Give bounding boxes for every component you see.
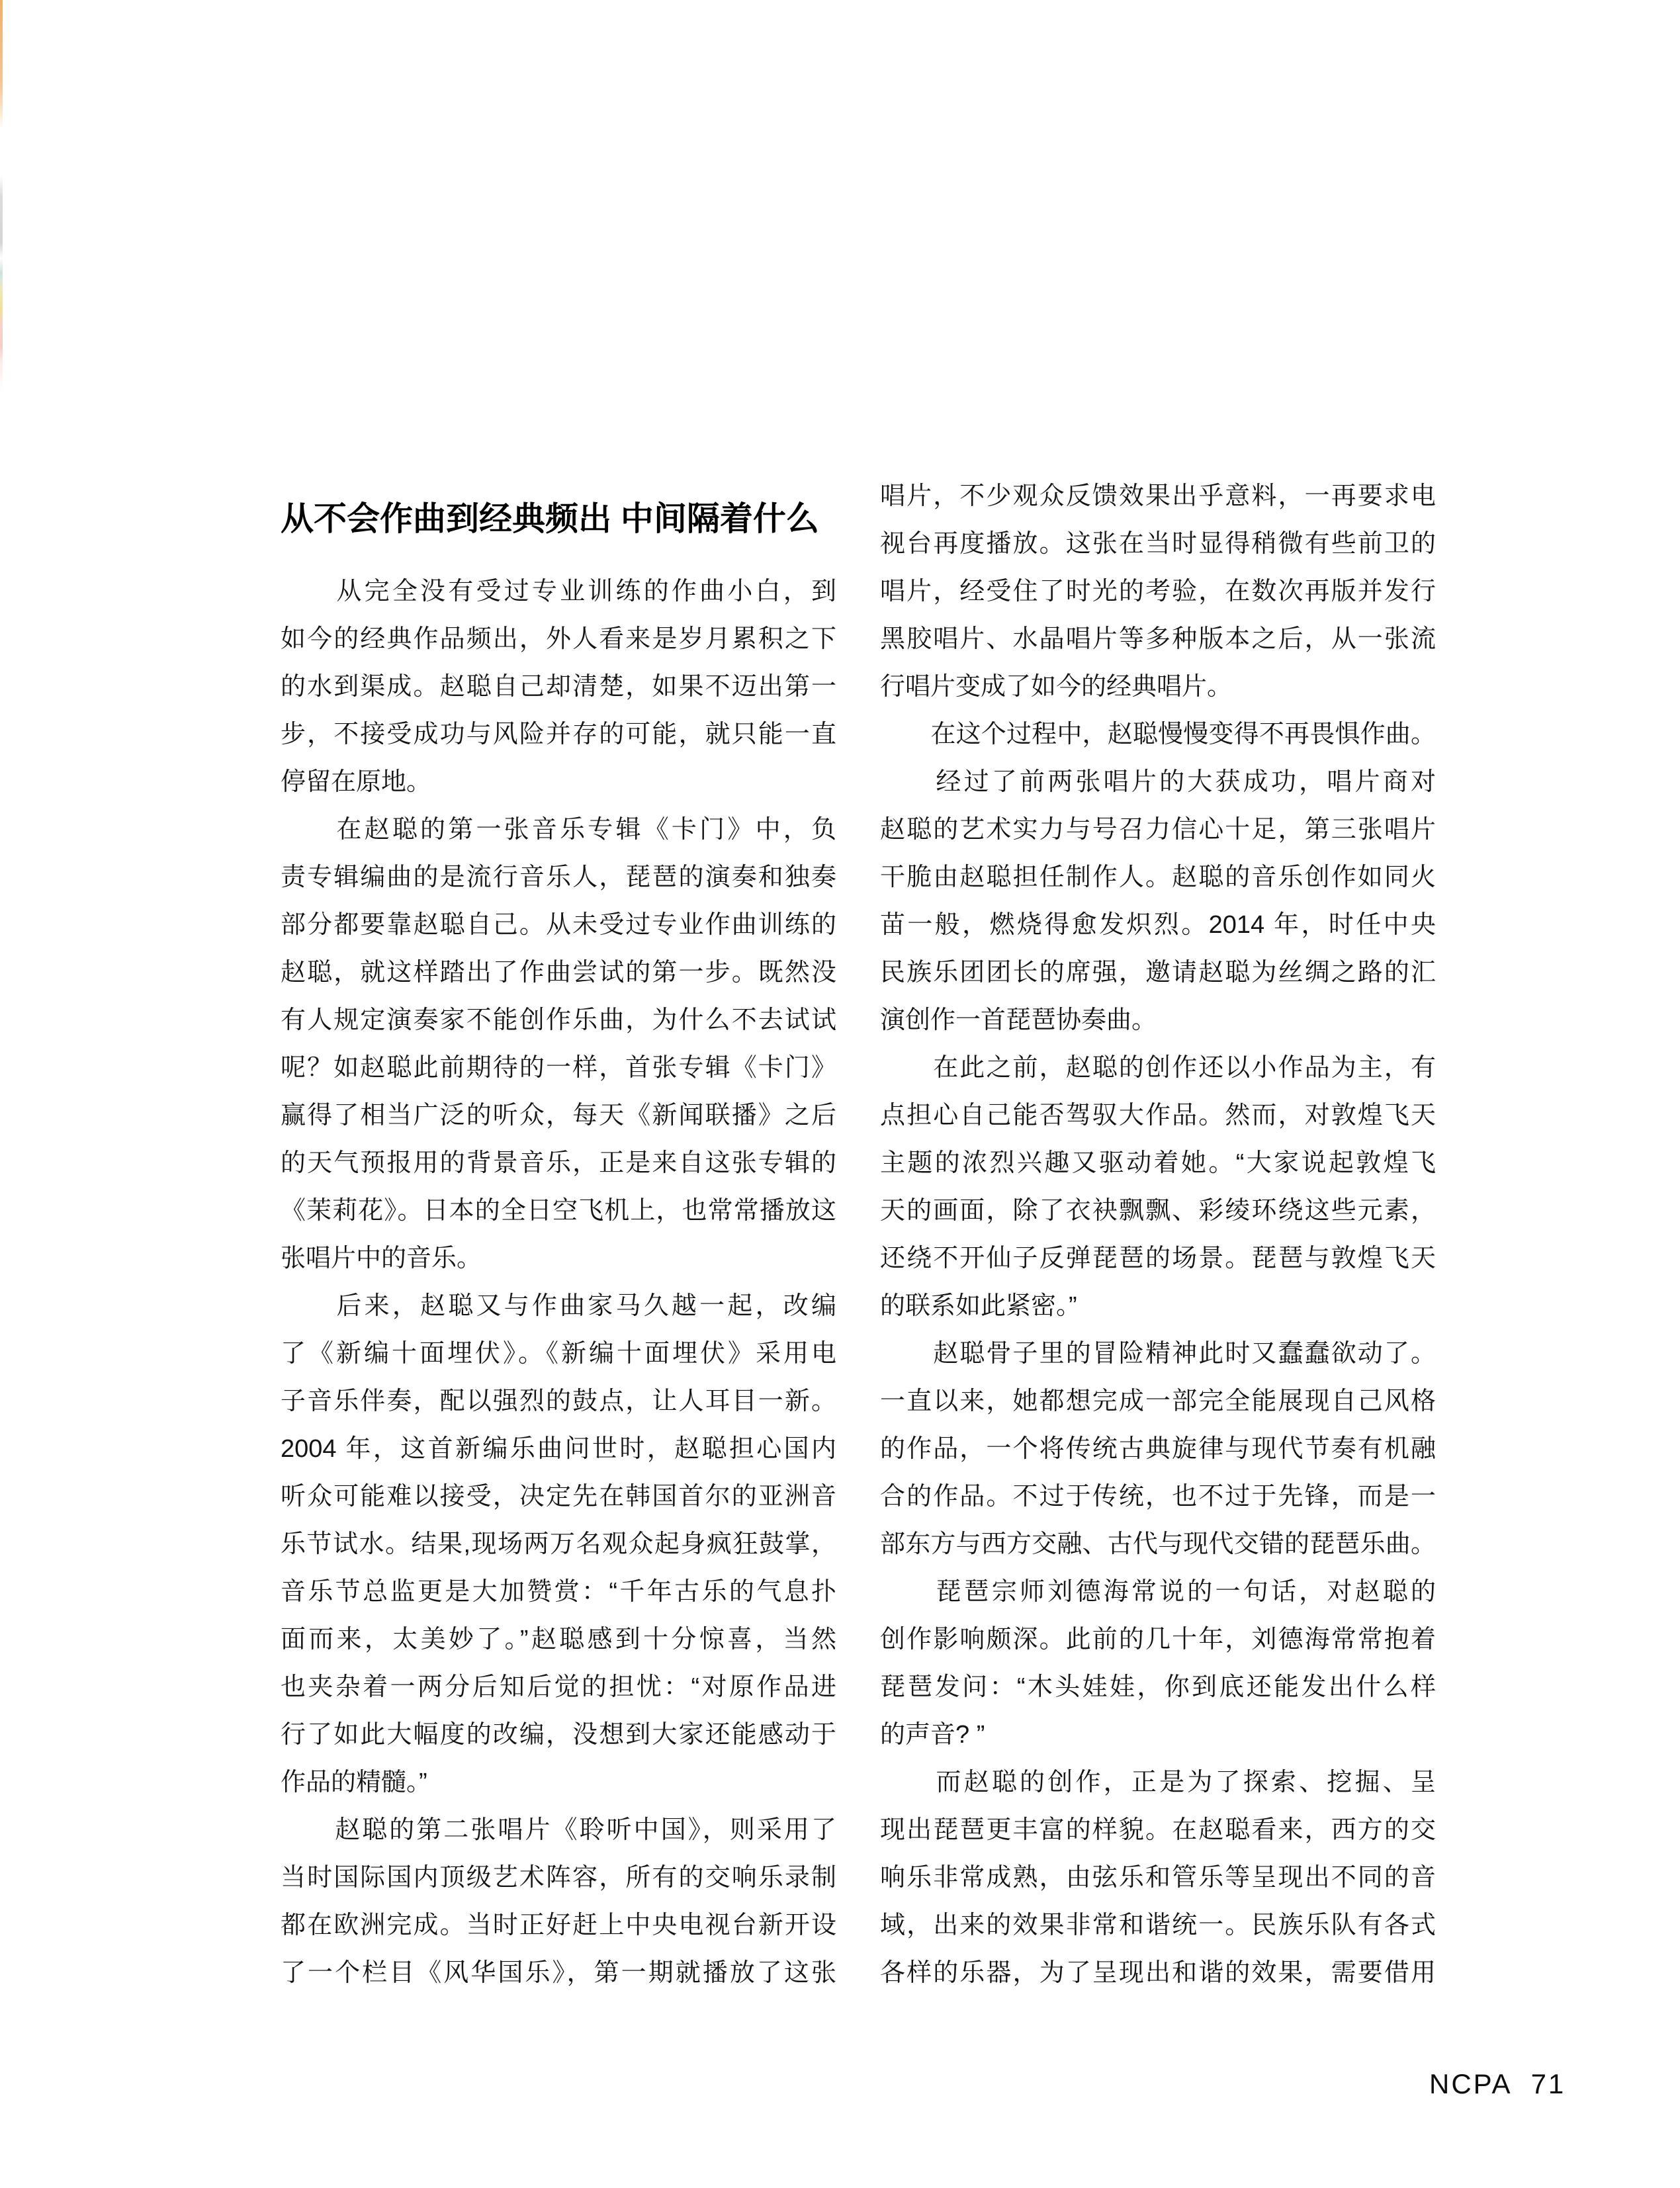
text-line: 民族乐团团长的席强，邀请赵聪为丝绸之路的汇: [880, 959, 1436, 986]
text-line: 呢？如赵聪此前期待的一样，首张专辑《卡门》: [281, 1054, 836, 1082]
text-line: 赵聪的艺术实力与号召力信心十足，第三张唱片: [880, 816, 1436, 844]
text-line: 张唱片中的音乐。: [281, 1245, 482, 1272]
text-line: 琵琶发问：“木头娃娃，你到底还能发出什么样: [880, 1673, 1436, 1701]
text-line: 还绕不开仙子反弹琵琶的场景。琵琶与敦煌飞天: [880, 1245, 1436, 1272]
text-line: 点担心自己能否驾驭大作品。然而，对敦煌飞天: [880, 1102, 1436, 1129]
text-line: 子音乐伴奏，配以强烈的鼓点，让人耳目一新。: [281, 1387, 836, 1415]
text-line: 部东方与西方交融、古代与现代交错的琵琶乐曲。: [880, 1530, 1436, 1558]
text-line: 唱片，经受住了时光的考验，在数次再版并发行: [880, 578, 1436, 605]
text-column-left: [281, 568, 836, 1997]
text-line: 也夹杂着一两分后知后觉的担忧：“对原作品进: [281, 1673, 836, 1701]
text-column-right: [880, 472, 1436, 1997]
footer-brand: NCPA: [1429, 2068, 1513, 2099]
section-heading: 从不会作曲到经典频出 中间隔着什么: [281, 500, 819, 537]
text-line: 如今的经典作品频出，外人看来是岁月累积之下: [281, 625, 836, 653]
text-line: 乐节试水。结果,现场两万名观众起身疯狂鼓掌，: [281, 1530, 836, 1558]
text-line: 一直以来，她都想完成一部完全能展现自己风格: [880, 1387, 1436, 1415]
page-edge-stripe: [0, 0, 3, 1032]
page-footer: [1429, 2068, 1566, 2100]
text-line: 听众可能难以接受，决定先在韩国首尔的亚洲音: [281, 1483, 836, 1510]
text-line: 而赵聪的创作，正是为了探索、挖掘、呈: [880, 1769, 1436, 1796]
text-line: 唱片，不少观众反馈效果出乎意料，一再要求电: [880, 482, 1436, 510]
text-line: 黑胶唱片、水晶唱片等多种版本之后，从一张流: [880, 625, 1436, 653]
text-line: 责专辑编曲的是流行音乐人，琵琶的演奏和独奏: [281, 863, 836, 891]
text-line: 的声音? ”: [880, 1721, 985, 1749]
text-line: 创作影响颇深。此前的几十年，刘德海常常抱着: [880, 1626, 1436, 1653]
text-line: 赵聪，就这样踏出了作曲尝试的第一步。既然没: [281, 959, 836, 986]
text-line: 音乐节总监更是大加赞赏：“千年古乐的气息扑: [281, 1578, 836, 1606]
text-line: 赵聪骨子里的冒险精神此时又蠢蠢欲动了。: [880, 1340, 1436, 1368]
text-line: 视台再度播放。这张在当时显得稍微有些前卫的: [880, 530, 1436, 558]
text-line: 的天气预报用的背景音乐，正是来自这张专辑的: [281, 1149, 836, 1177]
text-line: 在赵聪的第一张音乐专辑《卡门》中，负: [281, 816, 836, 844]
text-line: 2004 年，这首新编乐曲问世时，赵聪担心国内: [281, 1435, 836, 1463]
text-line: 在此之前，赵聪的创作还以小作品为主，有: [880, 1054, 1436, 1082]
text-line: 《茉莉花》。日本的全日空飞机上，也常常播放这: [281, 1197, 836, 1225]
text-line: 经过了前两张唱片的大获成功，唱片商对: [880, 768, 1436, 796]
text-line: 苗一般，燃烧得愈发炽烈。2014 年，时任中央: [880, 911, 1436, 939]
text-line: 合的作品。不过于传统，也不过于先锋，而是一: [880, 1483, 1436, 1510]
text-line: 行唱片变成了如今的经典唱片。: [880, 673, 1233, 701]
text-line: 都在欧洲完成。当时正好赶上中央电视台新开设: [281, 1911, 836, 1939]
text-line: 停留在原地。: [281, 768, 432, 796]
text-line: 从完全没有受过专业训练的作曲小白，到: [281, 578, 836, 605]
text-line: 在这个过程中，赵聪慢慢变得不再畏惧作曲。: [880, 721, 1436, 748]
text-line: 步，不接受成功与风险并存的可能，就只能一直: [281, 721, 836, 748]
text-line: 行了如此大幅度的改编，没想到大家还能感动于: [281, 1721, 836, 1749]
text-line: 的联系如此紧密。”: [880, 1292, 1077, 1320]
text-line: 现出琵琶更丰富的样貌。在赵聪看来，西方的交: [880, 1816, 1436, 1844]
text-line: 响乐非常成熟，由弦乐和管乐等呈现出不同的音: [880, 1864, 1436, 1892]
text-line: 了《新编十面埋伏》。《新编十面埋伏》采用电: [281, 1340, 836, 1368]
text-line: 当时国际国内顶级艺术阵容，所有的交响乐录制: [281, 1864, 836, 1892]
text-line: 主题的浓烈兴趣又驱动着她。“大家说起敦煌飞: [880, 1149, 1436, 1177]
text-line: 后来，赵聪又与作曲家马久越一起，改编: [281, 1292, 836, 1320]
text-line: 干脆由赵聪担任制作人。赵聪的音乐创作如同火: [880, 863, 1436, 891]
text-line: 域，出来的效果非常和谐统一。民族乐队有各式: [880, 1911, 1436, 1939]
text-line: 了一个栏目《风华国乐》，第一期就播放了这张: [281, 1959, 836, 1987]
text-line: 有人规定演奏家不能创作乐曲，为什么不去试试: [281, 1006, 836, 1034]
text-line: 的作品，一个将传统古典旋律与现代节奏有机融: [880, 1435, 1436, 1463]
text-line: 琵琶宗师刘德海常说的一句话，对赵聪的: [880, 1578, 1436, 1606]
text-line: 天的画面，除了衣袂飘飘、彩绫环绕这些元素，: [880, 1197, 1436, 1225]
text-line: 部分都要靠赵聪自己。从未受过专业作曲训练的: [281, 911, 836, 939]
footer-page-number: 71: [1530, 2068, 1566, 2099]
text-line: 赵聪的第二张唱片《聆听中国》，则采用了: [281, 1816, 836, 1844]
text-line: 作品的精髓。”: [281, 1769, 427, 1796]
text-line: 面而来，太美妙了。”赵聪感到十分惊喜，当然: [281, 1626, 836, 1653]
text-line: 演创作一首琵琶协奏曲。: [880, 1006, 1157, 1034]
text-line: 各样的乐器，为了呈现出和谐的效果，需要借用: [880, 1959, 1436, 1987]
text-line: 赢得了相当广泛的听众，每天《新闻联播》之后: [281, 1102, 836, 1129]
text-line: 的水到渠成。赵聪自己却清楚，如果不迈出第一: [281, 673, 836, 701]
